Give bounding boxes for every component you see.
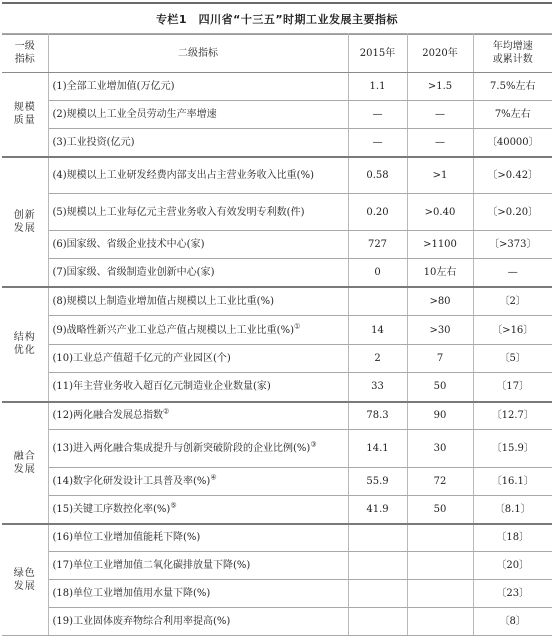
indicator-text: (1)全部工业增加值(万亿元) [52, 81, 175, 92]
growth-cell: 〔8.1〕 [473, 496, 552, 524]
value-2015-cell [348, 287, 407, 316]
indicator-cell [48, 231, 348, 259]
indicator-cell [48, 101, 348, 129]
value-2015-cell: 0.58 [348, 157, 407, 194]
table-row [2, 157, 552, 194]
growth-cell: 〔40000〕 [473, 129, 552, 157]
value-2020-cell [407, 524, 473, 552]
header-row [2, 34, 552, 73]
table-row [2, 524, 552, 552]
indicator-cell [48, 259, 348, 287]
value-2020-cell: — [407, 129, 473, 157]
table-row [2, 468, 552, 496]
indicator-cell [48, 73, 348, 101]
table-row [2, 608, 552, 636]
growth-cell: 〔16.1〕 [473, 468, 552, 496]
header-2020: 2020年 [407, 34, 473, 73]
growth-cell: 7.5%左右 [473, 73, 552, 101]
growth-cell: 〔15.9〕 [473, 430, 552, 468]
growth-cell: 〔>373〕 [473, 231, 552, 259]
indicator-cell [48, 402, 348, 430]
table-row [2, 194, 552, 231]
value-2015-cell: — [348, 129, 407, 157]
value-2020-cell: 72 [407, 468, 473, 496]
value-2015-cell [348, 580, 407, 608]
footnote-mark: ④ [210, 473, 217, 482]
table-row [2, 373, 552, 402]
table-row [2, 345, 552, 373]
table-row [2, 496, 552, 524]
growth-cell: 〔8〕 [473, 608, 552, 636]
table-row [2, 101, 552, 129]
growth-cell: 〔2〕 [473, 287, 552, 316]
indicator-cell [48, 608, 348, 636]
footnote-mark: ② [163, 407, 170, 416]
value-2015-cell [348, 552, 407, 580]
value-2020-cell: >1100 [407, 231, 473, 259]
indicator-cell [48, 524, 348, 552]
value-2020-cell: — [407, 101, 473, 129]
indicator-text: (8)规模以上制造业增加值占规模以上工业比重(%) [52, 295, 274, 307]
growth-cell: 〔5〕 [473, 345, 552, 373]
indicator-text: (18)单位工业增加值用水量下降(%) [52, 588, 211, 599]
value-2020-cell: >30 [407, 316, 473, 345]
value-2020-cell: 50 [407, 373, 473, 402]
header-level2: 二级指标 [48, 34, 348, 73]
value-2015-cell: 0.20 [348, 194, 407, 231]
value-2015-cell: 33 [348, 373, 407, 402]
value-2020-cell: >1 [407, 157, 473, 194]
header-growth: 年均增速 或累计数 [473, 34, 552, 73]
indicator-text: (10)工业总产值超千亿元的产业园区(个) [52, 353, 231, 364]
table-row [2, 73, 552, 101]
growth-cell: 〔12.7〕 [473, 402, 552, 430]
indicator-text: (14)数字化研发设计工具普及率(%) [52, 476, 211, 487]
indicator-cell [48, 373, 348, 402]
growth-cell: 〔18〕 [473, 524, 552, 552]
value-2020-cell: 30 [407, 430, 473, 468]
value-2020-cell: >0.40 [407, 194, 473, 231]
value-2020-cell: >80 [407, 287, 473, 316]
header-2015: 2015年 [348, 34, 407, 73]
category-cell: 融合 发展 [2, 402, 48, 524]
growth-cell: — [473, 259, 552, 287]
indicator-cell [48, 496, 348, 524]
category-cell: 规模 质量 [2, 73, 48, 157]
indicator-text: (13)进入两化融合集成提升与创新突破阶段的企业比例(%) [52, 443, 311, 454]
header-level1: 一级 指标 [2, 34, 48, 73]
category-cell: 结构 优化 [2, 287, 48, 402]
table-row [2, 402, 552, 430]
indicator-text: (19)工业固体废弃物综合利用率提高(%) [52, 616, 231, 627]
indicator-cell [48, 552, 348, 580]
value-2020-cell: 50 [407, 496, 473, 524]
category-cell: 创新 发展 [2, 157, 48, 287]
indicator-text: (17)单位工业增加值二氧化碳排放量下降(%) [52, 560, 251, 571]
indicator-cell [48, 157, 348, 194]
table-body [2, 73, 552, 636]
indicator-text: (11)年主营业务收入超百亿元制造业企业数量(家) [52, 381, 271, 393]
indicator-text: (3)工业投资(亿元) [52, 136, 135, 148]
indicator-text: (15)关键工序数控化率(%) [52, 503, 171, 515]
table-row [2, 430, 552, 468]
value-2015-cell: 0 [348, 259, 407, 287]
table-row [2, 287, 552, 316]
indicator-text: (9)战略性新兴产业工业总产值占规模以上工业比重(%) [52, 324, 294, 336]
value-2015-cell: 727 [348, 231, 407, 259]
indicator-cell [48, 468, 348, 496]
value-2015-cell: 78.3 [348, 402, 407, 430]
value-2015-cell: 1.1 [348, 73, 407, 101]
value-2015-cell: 14.1 [348, 430, 407, 468]
value-2015-cell: 41.9 [348, 496, 407, 524]
indicator-text: (6)国家级、省级企业技术中心(家) [52, 239, 205, 250]
indicator-text: (12)两化融合发展总指数 [52, 410, 164, 422]
value-2020-cell: 10左右 [407, 259, 473, 287]
table-row [2, 259, 552, 287]
indicator-text: (5)规模以上工业每亿元主营业务收入有效发明专利数(件) [52, 206, 305, 218]
value-2020-cell [407, 580, 473, 608]
value-2015-cell: 2 [348, 345, 407, 373]
table-row [2, 231, 552, 259]
value-2020-cell: 90 [407, 402, 473, 430]
growth-cell: 〔>16〕 [473, 316, 552, 345]
value-2015-cell [348, 524, 407, 552]
value-2015-cell [348, 608, 407, 636]
growth-cell: 〔>0.20〕 [473, 194, 552, 231]
table-row [2, 129, 552, 157]
footnote-mark: ⑤ [170, 501, 177, 510]
indicator-table [2, 33, 552, 636]
value-2015-cell: — [348, 101, 407, 129]
growth-cell: 7%左右 [473, 101, 552, 129]
value-2020-cell [407, 552, 473, 580]
indicator-cell [48, 129, 348, 157]
footnote-mark: ③ [310, 440, 317, 449]
value-2020-cell [407, 608, 473, 636]
footnote-mark: ① [293, 322, 301, 331]
table-row [2, 316, 552, 345]
indicator-text: (16)单位工业增加值能耗下降(%) [52, 532, 201, 544]
indicator-cell [48, 194, 348, 231]
indicator-text: (2)规模以上工业全员劳动生产率增速 [52, 109, 217, 120]
indicator-cell [48, 316, 348, 345]
table-row [2, 552, 552, 580]
value-2020-cell: >1.5 [407, 73, 473, 101]
indicator-cell [48, 580, 348, 608]
value-2020-cell: 7 [407, 345, 473, 373]
growth-cell: 〔23〕 [473, 580, 552, 608]
indicator-cell [48, 345, 348, 373]
table-row [2, 580, 552, 608]
indicator-cell [48, 287, 348, 316]
growth-cell: 〔20〕 [473, 552, 552, 580]
indicator-cell [48, 430, 348, 468]
indicator-text: (7)国家级、省级制造业创新中心(家) [52, 266, 215, 278]
growth-cell: 〔>0.42〕 [473, 157, 552, 194]
indicator-text: (4)规模以上工业研发经费内部支出占主营业务收入比重(%) [52, 169, 314, 181]
growth-cell: 〔17〕 [473, 373, 552, 402]
category-cell: 绿色 发展 [2, 524, 48, 636]
table-title: 专栏1 四川省“十三五”时期工业发展主要指标 [2, 2, 552, 35]
value-2015-cell: 55.9 [348, 468, 407, 496]
value-2015-cell: 14 [348, 316, 407, 345]
